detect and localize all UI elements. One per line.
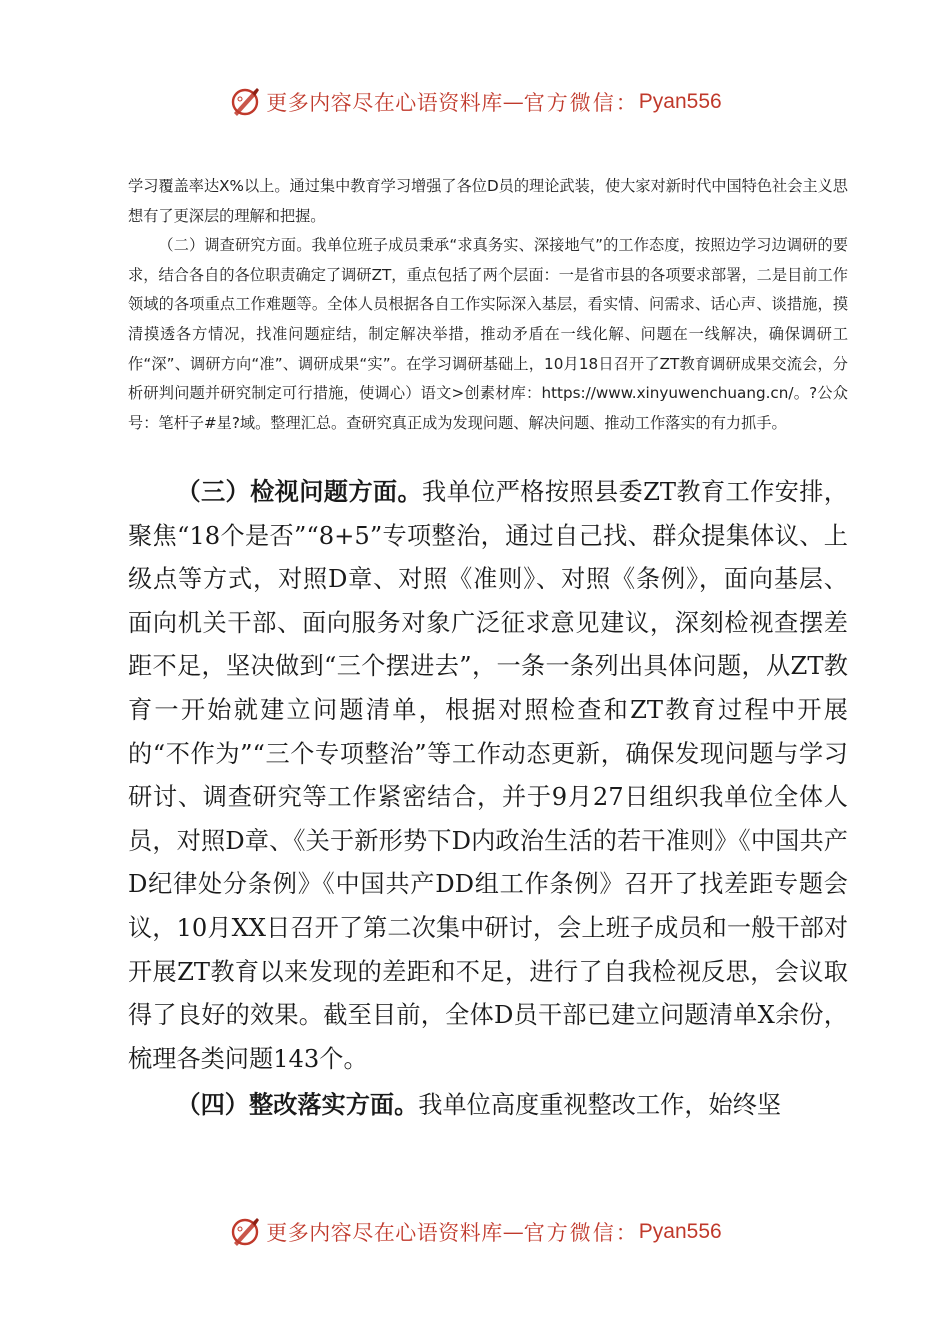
watermark-wechat-label: 官方微信： (523, 1221, 639, 1245)
heading-inspection: （三）检视问题方面。 (176, 477, 423, 506)
watermark-wechat-id: Pyan556 (638, 1220, 722, 1243)
pen-logo-icon (228, 85, 262, 119)
watermark-wechat-id: Pyan556 (638, 90, 722, 113)
body-rectification: 我单位高度重视整改工作，始终坚 (418, 1091, 782, 1120)
watermark-banner-bottom (0, 1212, 950, 1252)
paragraph-research: （二）调查研究方面。我单位班子成员秉承“求真务实、深接地气”的工作态度，按照边学习边调研的要求，结合各自的各位职责确定了调研ZT，重点包括了两个层面：一是省市县的各项要求部署，二是目前工作领域的各项重点工作难题等。全体人员根据各自工作实际深入基层，看实情、问需求、话心声、谈措施，摸清摸透各方情况，找准问题症结，制定解决举措，推动矛盾在一线化解、问题在一线解决，确保调研工作“深”、调研方向“准”、调研成果“实”。在学习调研基础上，10月18日召开了ZT教育调研成果交流会，分析研判问题并研究制定可行措施，使调心）语文>创素材库：https://www.xinyuwenchuang.cn/。?公众号：笔杆子#星?域。整理汇总。查研究真正成为发现问题、解决问题、推动工作落实的有力抓手。 (128, 236, 848, 432)
paragraph-study-coverage: 学习覆盖率达X%以上。通过集中教育学习增强了各位D员的理论武装，使大家对新时代中国特色社会主义思想有了更深层的理解和把握。 (128, 177, 848, 225)
pen-logo-icon (228, 1215, 262, 1249)
watermark-banner-top (0, 82, 950, 122)
paragraph-rectification (128, 1083, 848, 1128)
watermark-wechat-label: 官方微信： (523, 91, 639, 115)
watermark-separator: — (502, 1220, 524, 1244)
watermark-separator: — (502, 90, 524, 114)
paragraph-block-large (128, 470, 848, 1128)
body-inspection: 我单位严格按照县委ZT教育工作安排，聚焦“18个是否”“8+5”专项整治，通过自己找、群众提集体议、上级点等方式，对照D章、对照《准则》、对照《条例》，面向基层、面向机关干部、面向服务对象广泛征求意见建议，深刻检视查摆差距不足，坚决做到“三个摆进去”，一条一条列出具体问题，从ZT教育一开始就建立问题清单，根据对照检查和ZT教育过程中开展的“不作为”“三个专项整治”等工作动态更新，确保发现问题与学习研讨、调查研究等工作紧密结合，并于9月27日组织我单位全体人员，对照D章、《关于新形势下D内政治生活的若干准则》《中国共产D纪律处分条例》《中国共产DD组工作条例》召开了找差距专题会议，10月XX日召开了第二次集中研讨，会上班子成员和一般干部对开展ZT教育以来发现的差距和不足，进行了自我检视反思，会议取得了良好的效果。截至目前，全体D员干部已建立问题清单X余份，梳理各类问题143个。 (128, 478, 848, 1073)
heading-rectification: （四）整改落实方面。 (176, 1090, 419, 1120)
paragraph-block-small (128, 172, 848, 438)
paragraph-inspection (128, 470, 848, 1081)
watermark-text: 更多内容尽在心语资料库 (266, 91, 503, 115)
watermark-text: 更多内容尽在心语资料库 (266, 1221, 503, 1245)
